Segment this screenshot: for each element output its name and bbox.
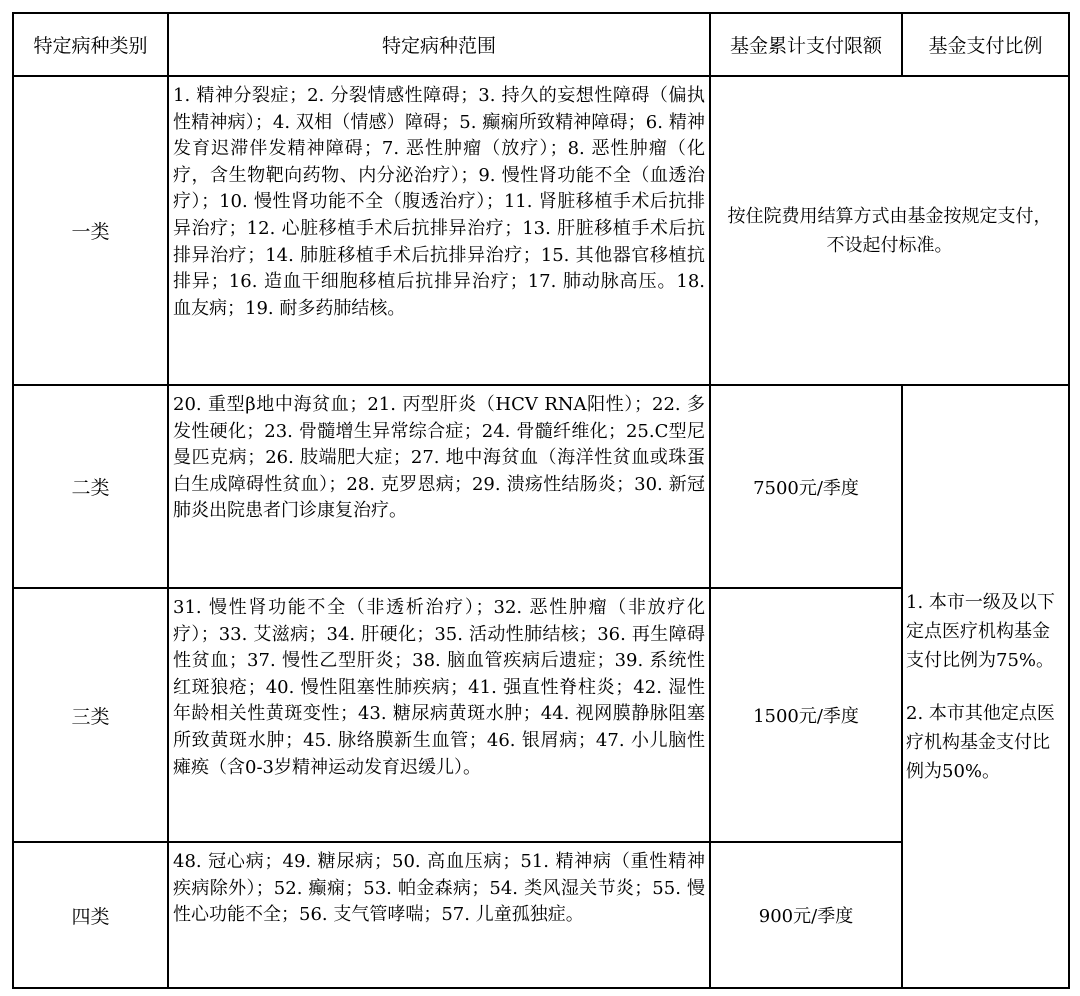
scope-cell: 20. 重型β地中海贫血；21. 丙型肝炎（HCV RNA阳性）；22. 多发性硬化；23. 骨髓增生异常综合症；24. 骨髓纤维化；25.C型尼曼匹克病；26. 肢端肥大症；27. 地中海贫血（海洋性贫血或珠蛋白生成障碍性贫血）；28. 克罗恩病；29. 溃疡性结肠炎；30. 新冠肺炎出院患者门诊康复治疗。 xyxy=(168,385,710,588)
category-cell: 一类 xyxy=(13,76,168,385)
header-scope: 特定病种范围 xyxy=(168,13,710,76)
limit-cell: 7500元/季度 xyxy=(710,385,902,588)
scope-cell: 1. 精神分裂症；2. 分裂情感性障碍；3. 持久的妄想性障碍（偏执性精神病）；4. 双相（情感）障碍；5. 癫痫所致精神障碍；6. 精神发育迟滞伴发精神障碍；7. 恶性肿瘤（放疗）；8. 恶性肿瘤（化疗，含生物靶向药物、内分泌治疗）；9. 慢性肾功能不全（血透治疗）；10. 慢性肾功能不全（腹透治疗）；11. 肾脏移植手术后抗排异治疗；12. 心脏移植手术后抗排异治疗；13. 肝脏移植手术后抗排异治疗；14. 肺脏移植手术后抗排异治疗；15. 其他器官移植抗排异；16. 造血干细胞移植后抗排异治疗；17. 肺动脉高压。18. 血友病；19. 耐多药肺结核。 xyxy=(168,76,710,385)
table-row xyxy=(13,76,1069,385)
limit-ratio-cell: 按住院费用结算方式由基金按规定支付，不设起付标准。 xyxy=(710,76,1069,385)
table-row xyxy=(13,385,1069,588)
disease-table xyxy=(12,12,1070,989)
scope-cell: 48. 冠心病；49. 糖尿病；50. 高血压病；51. 精神病（重性精神疾病除外）；52. 癫痫；53. 帕金森病；54. 类风湿关节炎；55. 慢性心功能不全；56. 支气管哮喘；57. 儿童孤独症。 xyxy=(168,842,710,988)
scope-cell: 31. 慢性肾功能不全（非透析治疗）；32. 恶性肿瘤（非放疗化疗）；33. 艾滋病；34. 肝硬化；35. 活动性肺结核；36. 再生障碍性贫血；37. 慢性乙型肝炎；38. 脑血管疾病后遗症；39. 系统性红斑狼疮；40. 慢性阻塞性肺疾病；41. 强直性脊柱炎；42. 湿性年龄相关性黄斑变性；43. 糖尿病黄斑水肿；44. 视网膜静脉阻塞所致黄斑水肿；45. 脉络膜新生血管；46. 银屑病；47. 小儿脑性瘫痪（含0-3岁精神运动发育迟缓儿）。 xyxy=(168,588,710,842)
header-row xyxy=(13,13,1069,76)
category-cell: 三类 xyxy=(13,588,168,842)
ratio-cell xyxy=(902,385,1069,988)
limit-cell: 900元/季度 xyxy=(710,842,902,988)
category-cell: 四类 xyxy=(13,842,168,988)
header-limit: 基金累计支付限额 xyxy=(710,13,902,76)
header-category: 特定病种类别 xyxy=(13,13,168,76)
category-cell: 二类 xyxy=(13,385,168,588)
ratio-note: 2. 本市其他定点医疗机构基金支付比例为50%。 xyxy=(906,702,1055,782)
header-ratio: 基金支付比例 xyxy=(902,13,1069,76)
ratio-note: 1. 本市一级及以下定点医疗机构基金支付比例为75%。 xyxy=(906,591,1055,671)
limit-cell: 1500元/季度 xyxy=(710,588,902,842)
